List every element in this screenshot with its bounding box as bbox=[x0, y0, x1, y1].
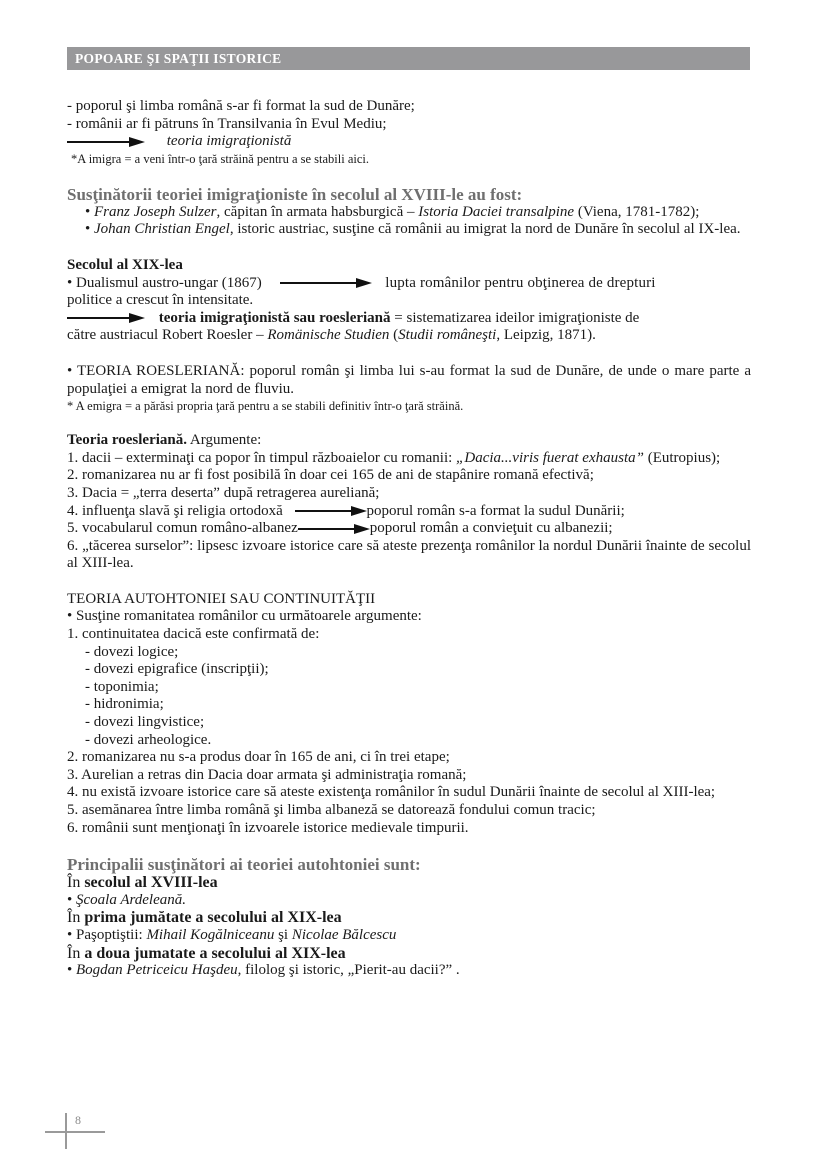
argument-3: 3. Dacia = „terra deserta” după retragerea aureliană; bbox=[67, 484, 380, 501]
continuity-subitem: - toponimia; bbox=[85, 678, 159, 695]
argument-2: 2. romanizarea nu ar fi fost posibilă în doar cei 165 de ani de stapânire romană efectivă; bbox=[67, 467, 594, 484]
roesler-theory-definition: • TEORIA ROESLERIANĂ: poporul român şi limba lui s-au format la sud de Dunăre, de unde o mare parte a populaţiei a emigrat la nord de fluviu. bbox=[67, 362, 751, 397]
continuity-item: 2. romanizarea nu s-a produs doar în 165 de ani, ci în trei etape; bbox=[67, 749, 450, 766]
roesler-theory-line: teoria imigraţionistă sau roesleriană = sistematizarea ideilor imigraţioniste de bbox=[67, 310, 751, 328]
supporter-work: Istoria Daciei transalpine bbox=[418, 203, 575, 220]
dualism-line: • Dualismul austro-ungar (1867) lupta românilor pentru obţinerea de drepturi bbox=[67, 274, 656, 291]
arguments-heading: Teoria roesleriană. Argumente: bbox=[67, 432, 262, 449]
continuity-item: 4. nu există izvoare istorice care să ateste existenţa românilor în sudul Dunării înainte de secolul al XIII-lea; bbox=[67, 784, 716, 801]
continuity-item: 3. Aurelian a retras din Dacia doar armata şi administraţia romană; bbox=[67, 766, 467, 783]
autochthony-supporters-heading: Principalii susţinători ai teoriei autohtoniei sunt: bbox=[67, 855, 421, 875]
argument-1: 1. dacii – exterminaţi ca popor în timpul războaielor cu romanii: „Dacia...viris fuerat exhausta” (Eutropius); bbox=[67, 449, 721, 466]
supporter-engel: • Johan Christian Engel, istoric austriac, susţine că românii au imigrat la nord de Dunăre în secolul al IX-lea. bbox=[85, 221, 741, 238]
continuity-heading: TEORIA AUTOHTONIEI SAU CONTINUITĂŢII bbox=[67, 590, 376, 607]
intro-arrow-result: teoria imigraţionistă bbox=[166, 133, 292, 150]
argument-4: 4. influenţa slavă şi religia ortodoxă poporul român s-a format la sudul Dunării; bbox=[67, 502, 625, 519]
continuity-item-1: 1. continuitatea dacică este confirmată de: bbox=[67, 626, 320, 643]
period-19-second: În a doua jumatate a secolului al XIX-lea bbox=[67, 944, 346, 962]
argument-5: 5. vocabularul comun româno-albanez poporul român a convieţuit cu albanezii; bbox=[67, 520, 613, 537]
continuity-subitem: - dovezi logice; bbox=[85, 643, 179, 660]
period-19-first: În prima jumătate a secolului al XIX-lea bbox=[67, 909, 342, 927]
continuity-subitem: - dovezi epigrafice (inscripţii); bbox=[85, 661, 269, 678]
continuity-subitem: - dovezi lingvistice; bbox=[85, 714, 205, 731]
period-18: În secolul al XVIII-lea bbox=[67, 874, 218, 892]
supporter-name: Johan Christian Engel bbox=[94, 221, 230, 238]
supporter-name: Franz Joseph Sulzer bbox=[94, 203, 217, 220]
period-19-second-item: • Bogdan Petriceicu Haşdeu, filolog şi istoric, „Pierit-au dacii?” . bbox=[67, 962, 460, 979]
chapter-header-bar bbox=[67, 47, 750, 70]
period-18-item: • Şcoala Ardeleană. bbox=[67, 891, 186, 908]
roesler-work-line: către austriacul Robert Roesler – Romänische Studien (Studii româneşti, Leipzig, 1871). bbox=[67, 327, 596, 344]
continuity-subitem: - dovezi arheologice. bbox=[85, 731, 212, 748]
continuity-item: 6. românii sunt menţionaţi în izvoarele istorice medievale timpurii. bbox=[67, 819, 469, 836]
intro-line-1: - poporul şi limba română s-ar fi format la sud de Dunăre; bbox=[67, 98, 415, 114]
supporter-sulzer: • Franz Joseph Sulzer, căpitan în armata habsburgică – Istoria Daciei transalpine (Viena, 1781-1782); bbox=[85, 203, 700, 220]
emigra-note: * A emigra = a părăsi propria ţară pentru a se stabili definitiv într-o ţară străină. bbox=[67, 399, 464, 414]
supporters-18-heading: Susţinătorii teoriei imigraţioniste în secolul al XVIII-le au fost: bbox=[67, 184, 523, 204]
arrow-right-icon bbox=[295, 506, 367, 516]
century-19-heading: Secolul al XIX-lea bbox=[67, 256, 183, 273]
page-number: 8 bbox=[75, 1113, 81, 1127]
intro-arrow-line bbox=[67, 133, 751, 151]
continuity-intro: • Susţine romanitatea românilor cu următoarele argumente: bbox=[67, 608, 422, 625]
arrow-right-icon bbox=[280, 278, 372, 288]
dualism-cont: politice a crescut în intensitate. bbox=[67, 292, 254, 309]
argument-6: 6. „tăcerea surselor”: lipsesc izvoare istorice care să ateste prezenţa românilor la nordul Dunării înainte de secolul al XIII-lea. bbox=[67, 537, 751, 572]
chapter-title: POPOARE ŞI SPAŢII ISTORICE bbox=[75, 51, 282, 66]
arrow-right-icon bbox=[67, 313, 145, 323]
continuity-item: 5. asemănarea între limba română şi limba albaneză se datorează fondului comun tracic; bbox=[67, 802, 596, 818]
period-19-first-item: • Paşoptiştii: Mihail Kogălniceanu şi Nicolae Bălcescu bbox=[67, 926, 397, 943]
arrow-right-icon bbox=[298, 524, 370, 534]
imigra-note: *A imigra = a veni într-o ţară străină pentru a se stabili aici. bbox=[71, 151, 370, 166]
page-content bbox=[67, 98, 751, 980]
intro-line-2: - românii ar fi pătruns în Transilvania în Evul Mediu; bbox=[67, 115, 387, 132]
continuity-subitem: - hidronimia; bbox=[85, 696, 164, 713]
arrow-right-icon bbox=[67, 137, 145, 147]
